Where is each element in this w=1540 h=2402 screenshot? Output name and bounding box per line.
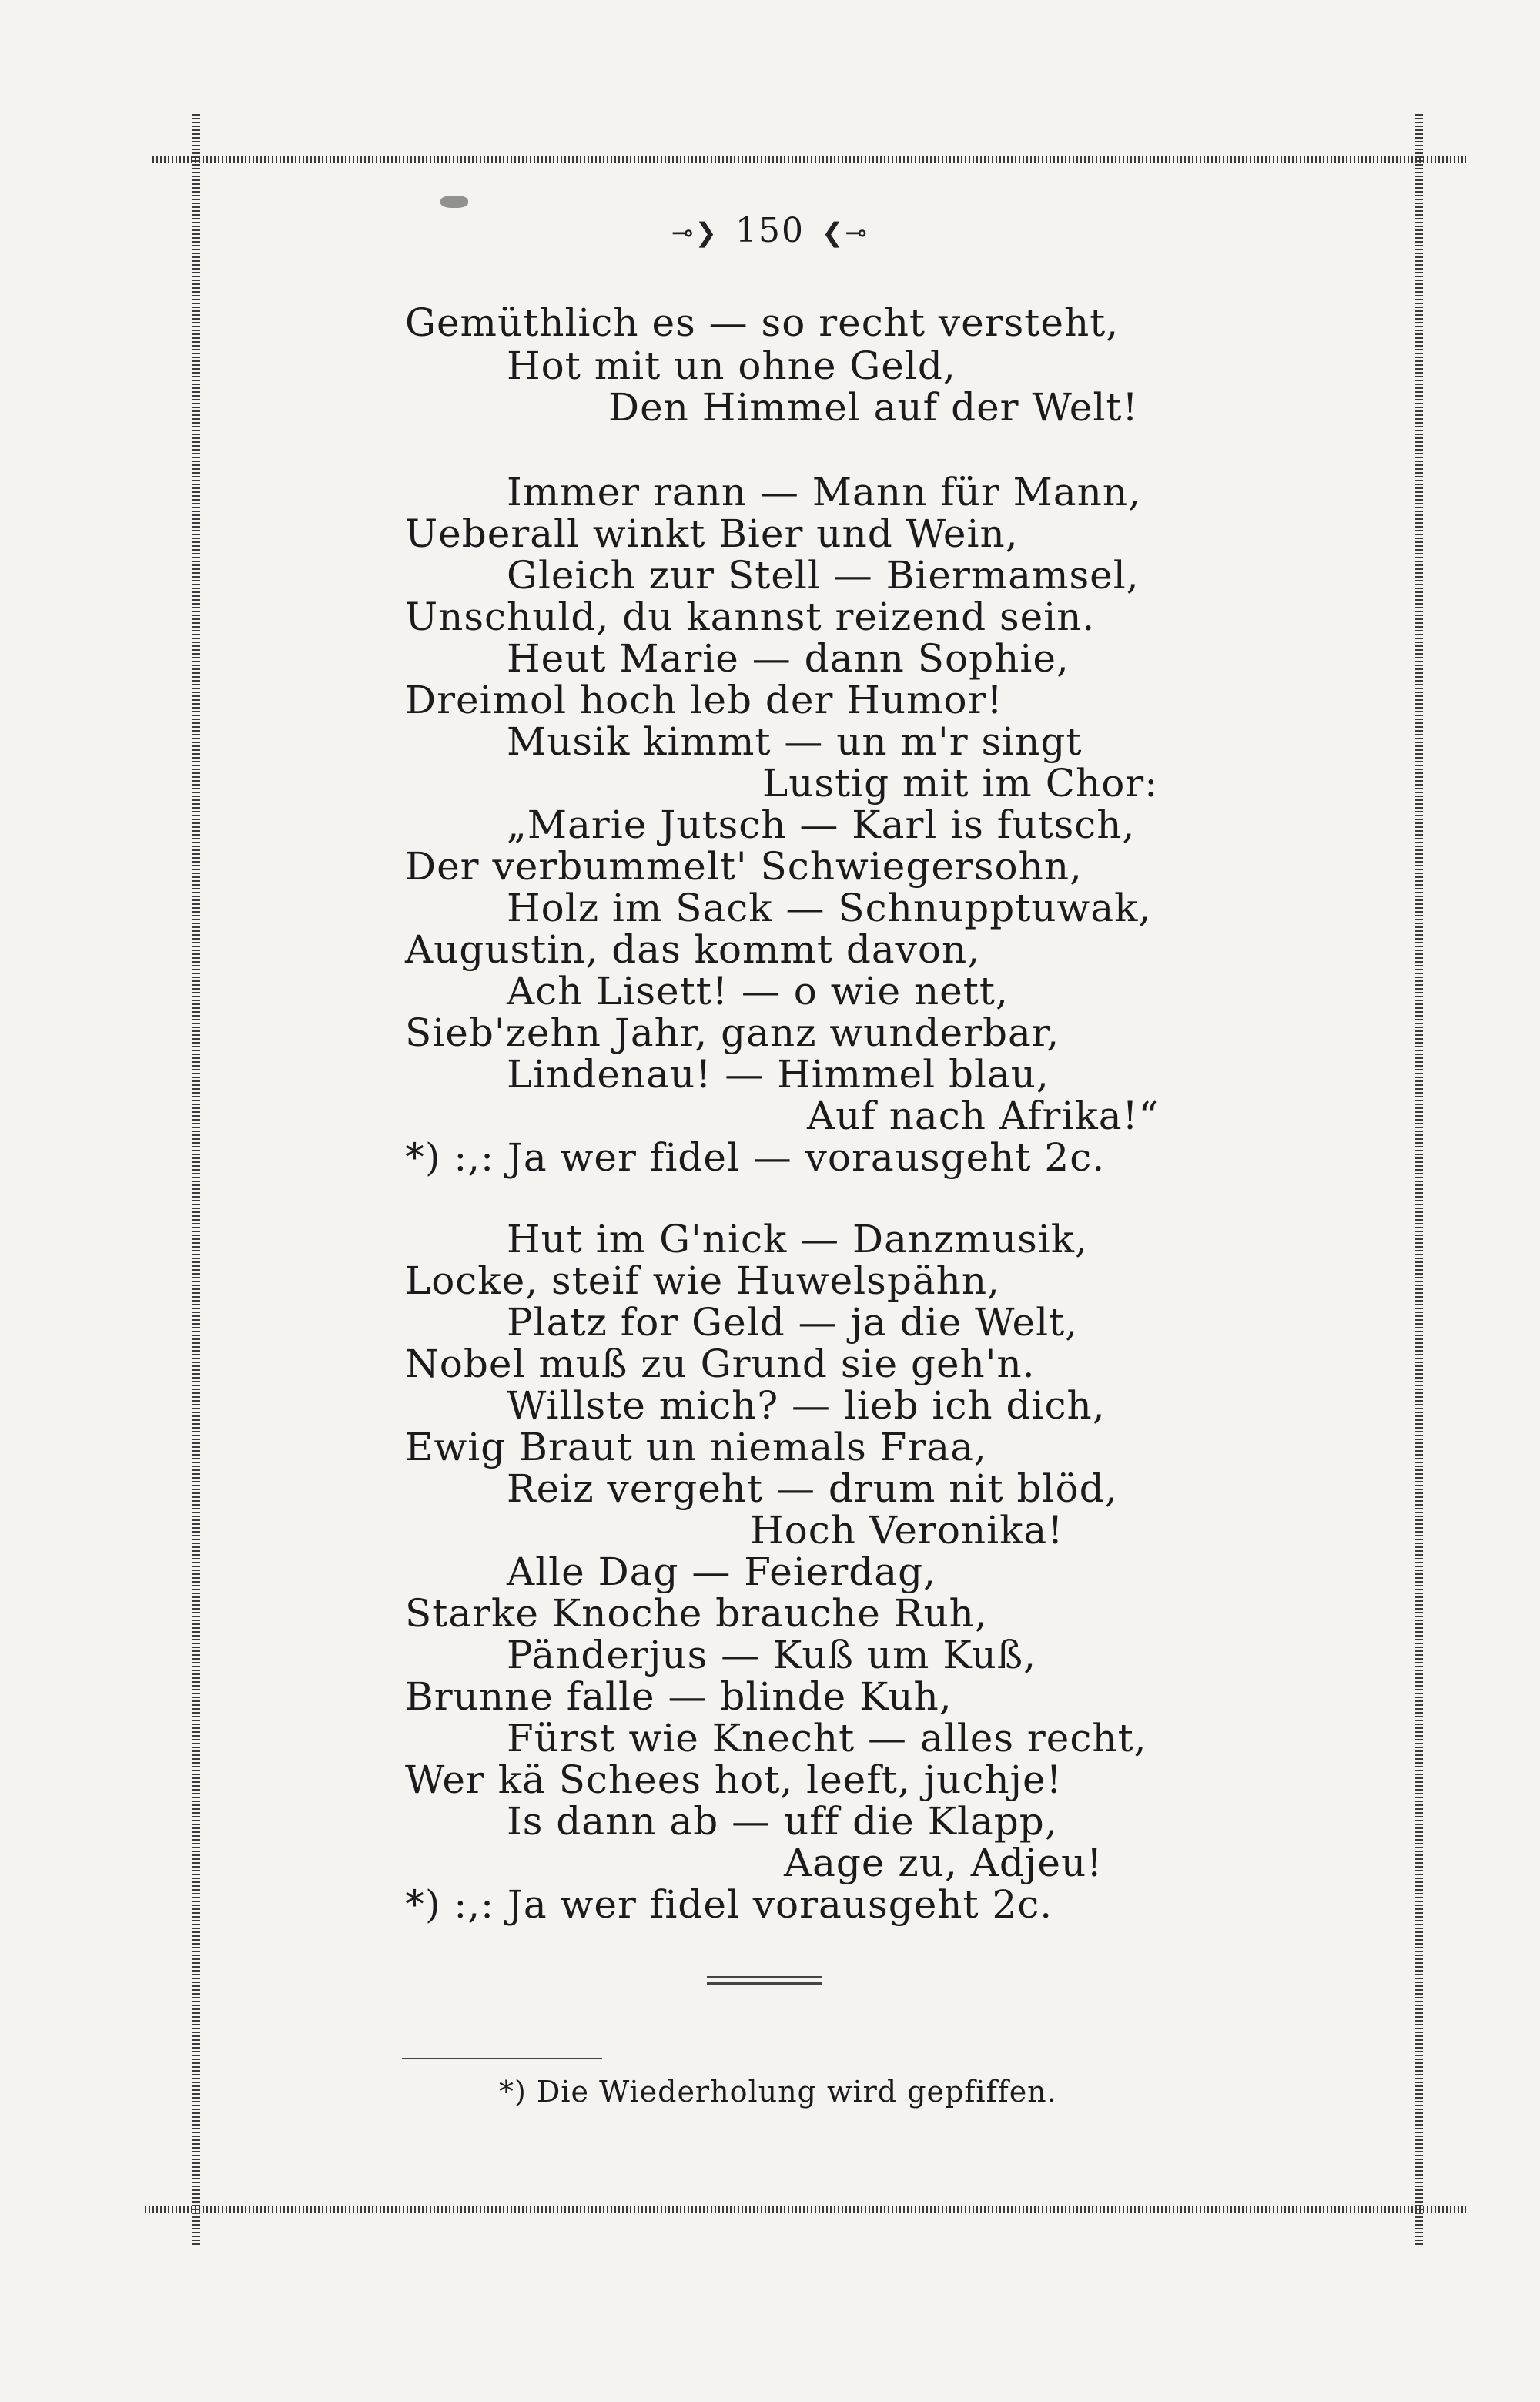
ornament-left-icon: ⊸❯ — [671, 217, 718, 249]
verse-line: Hut im G'nick — Danzmusik, — [507, 1217, 1088, 1261]
verse-line: Alle Dag — Feierdag, — [507, 1549, 937, 1594]
verse-line: Aage zu, Adjeu! — [784, 1841, 1103, 1885]
frame-bottom-border — [145, 2206, 1466, 2213]
verse-line: Pänderjus — Kuß um Kuß, — [507, 1633, 1037, 1677]
verse-line: Holz im Sack — Schnupptuwak, — [507, 886, 1152, 930]
closing-rule-bottom — [707, 1982, 822, 1985]
footnote: *) Die Wiederholung wird gepfiffen. — [499, 2075, 1057, 2109]
verse-line: Auf nach Afrika!“ — [807, 1094, 1160, 1138]
verse-line: Hot mit un ohne Geld, — [507, 343, 956, 388]
verse-line: „Marie Jutsch — Karl is futsch, — [507, 802, 1136, 847]
page-number-value: 150 — [735, 211, 805, 250]
footnote-separator — [402, 2058, 602, 2059]
verse-line: Locke, steif wie Huwelspähn, — [405, 1258, 1000, 1303]
verse-line: Willste mich? — lieb ich dich, — [507, 1383, 1106, 1428]
verse-line: Nobel muß zu Grund sie geh'n. — [405, 1342, 1036, 1386]
verse-line: Lustig mit im Chor: — [762, 761, 1159, 806]
verse-line: Lindenau! — Himmel blau, — [507, 1052, 1050, 1097]
frame-top-border — [152, 156, 1466, 163]
verse-line: Augustin, das kommt davon, — [405, 927, 981, 972]
verse-line: Brunne falle — blinde Kuh, — [405, 1674, 952, 1719]
verse-line: Gleich zur Stell — Biermamsel, — [507, 553, 1140, 598]
verse-line: Ewig Braut un niemals Fraa, — [405, 1425, 987, 1469]
frame-right-border — [1415, 114, 1423, 2247]
frame-left-border — [192, 114, 200, 2247]
verse-line: *) :,: Ja wer fidel vorausgeht 2c. — [405, 1882, 1053, 1927]
verse-line: Platz for Geld — ja die Welt, — [507, 1300, 1079, 1345]
page-number — [0, 211, 1540, 250]
verse-line: Ach Lisett! — o wie nett, — [507, 969, 1009, 1013]
verse-line: Der verbummelt' Schwiegersohn, — [405, 844, 1083, 889]
verse-line: Heut Marie — dann Sophie, — [507, 636, 1070, 681]
ornament-right-icon: ❮⊸ — [821, 217, 869, 249]
verse-line: Fürst wie Knecht — alles recht, — [507, 1716, 1147, 1760]
verse-line: Immer rann — Mann für Mann, — [507, 470, 1141, 514]
verse-line: Wer kä Schees hot, leeft, juchje! — [405, 1757, 1063, 1802]
verse-line: Musik kimmt — un m'r singt — [507, 719, 1083, 764]
verse-line: Dreimol hoch leb der Humor! — [405, 678, 1003, 722]
verse-line: *) :,: Ja wer fidel — vorausgeht 2c. — [405, 1135, 1106, 1180]
verse-line: Hoch Veronika! — [750, 1508, 1064, 1553]
verse-line: Ueberall winkt Bier und Wein, — [405, 511, 1019, 556]
verse-line: Sieb'zehn Jahr, ganz wunderbar, — [405, 1010, 1060, 1055]
verse-line: Unschuld, du kannst reizend sein. — [405, 595, 1096, 639]
verse-line: Starke Knoche brauche Ruh, — [405, 1591, 988, 1636]
verse-line: Gemüthlich es — so recht versteht, — [405, 300, 1120, 345]
verse-line: Den Himmel auf der Welt! — [608, 385, 1139, 430]
closing-rule-top — [707, 1976, 822, 1978]
ink-smudge — [440, 196, 468, 208]
verse-line: Reiz vergeht — drum nit blöd, — [507, 1466, 1118, 1511]
verse-line: Is dann ab — uff die Klapp, — [507, 1799, 1058, 1844]
